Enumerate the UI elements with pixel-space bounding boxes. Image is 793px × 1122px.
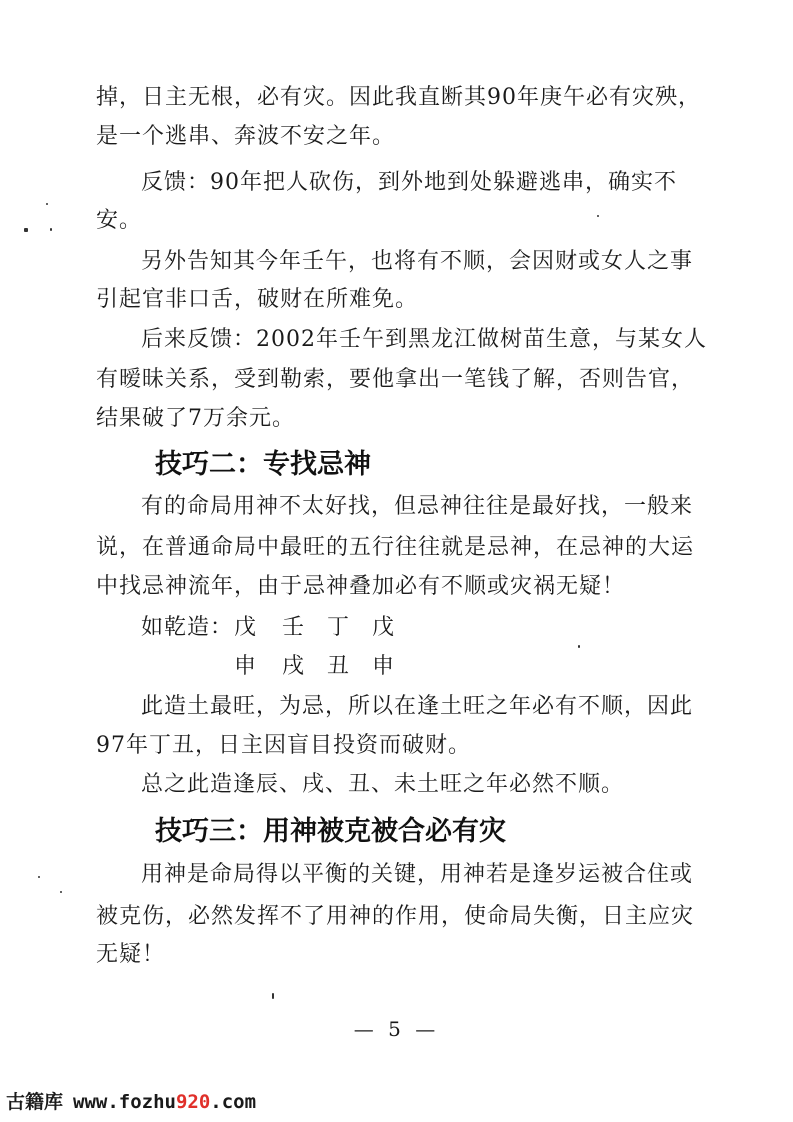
scan-speck bbox=[38, 876, 40, 878]
example-label: 如乾造： bbox=[141, 615, 234, 640]
section-2-line-3: 中找忌神流年，由于忌神叠加必有不顺或灾祸无疑！ bbox=[96, 574, 626, 599]
branch-1: 申 bbox=[234, 654, 258, 679]
paragraph-1-line-1: 掉，日主无根，必有灾。因此我直断其90年庚午必有灾殃， bbox=[96, 85, 701, 110]
feedback-2-line-2: 有暧昧关系，受到勒索，要他拿出一笔钱了解，否则告官， bbox=[96, 367, 695, 392]
stem-3: 丁 bbox=[327, 615, 351, 640]
section-3-line-3: 无疑！ bbox=[96, 942, 166, 967]
stem-2: 壬 bbox=[282, 615, 306, 640]
scan-speck bbox=[272, 993, 274, 999]
footer-site-highlight: 920 bbox=[175, 1091, 211, 1113]
feedback-2-line-3: 结果破了7万余元。 bbox=[96, 406, 295, 431]
paragraph-2-line-1: 另外告知其今年壬午，也将有不顺，会因财或女人之事 bbox=[141, 249, 694, 274]
feedback-1-line-2: 安。 bbox=[96, 208, 143, 233]
section-2-line-2: 说，在普通命局中最旺的五行往往就是忌神，在忌神的大运 bbox=[96, 535, 695, 560]
scan-speck bbox=[24, 228, 28, 232]
branch-3: 丑 bbox=[327, 654, 351, 679]
scan-speck bbox=[60, 891, 62, 893]
scan-speck bbox=[46, 203, 48, 205]
section-3-heading: 技巧三：用神被克被合必有灾 bbox=[155, 816, 506, 847]
feedback-1-line-1: 反馈：90年把人砍伤，到外地到处躲避逃串，确实不 bbox=[141, 170, 677, 195]
footer-site-link[interactable] bbox=[73, 1091, 256, 1113]
section-2-line-1: 有的命局用神不太好找，但忌神往往是最好找，一般来 bbox=[141, 494, 694, 519]
footer-site-prefix: www.fozhu bbox=[73, 1091, 176, 1113]
section-2-heading: 技巧二：专找忌神 bbox=[155, 449, 371, 480]
paragraph-1-line-2: 是一个逃串、奔波不安之年。 bbox=[96, 124, 396, 149]
summary-line: 总之此造逢辰、戌、丑、未土旺之年必然不顺。 bbox=[141, 772, 625, 797]
stem-1: 戊 bbox=[234, 615, 258, 640]
page-number: — 5 — bbox=[353, 1017, 440, 1041]
footer-brand: 古籍库 bbox=[6, 1091, 64, 1113]
branch-2: 戌 bbox=[282, 654, 306, 679]
footer-site-suffix: .com bbox=[210, 1091, 257, 1113]
scan-speck bbox=[578, 645, 580, 648]
section-3-line-1: 用神是命局得以平衡的关键，用神若是逢岁运被合住或 bbox=[141, 862, 694, 887]
analysis-line-1: 此造土最旺，为忌，所以在逢土旺之年必有不顺，因此 bbox=[141, 694, 694, 719]
scan-speck bbox=[597, 215, 599, 217]
section-3-line-2: 被克伤，必然发挥不了用神的作用，使命局失衡，日主应灾 bbox=[96, 904, 695, 929]
scan-speck bbox=[50, 228, 52, 231]
footer-watermark bbox=[6, 1089, 256, 1115]
feedback-2-line-1: 后来反馈：2002年壬午到黑龙江做树苗生意，与某女人 bbox=[141, 327, 707, 352]
paragraph-2-line-2: 引起官非口舌，破财在所难免。 bbox=[96, 287, 419, 312]
analysis-line-2: 97年丁丑，日主因盲目投资而破财。 bbox=[96, 733, 471, 758]
branch-4: 申 bbox=[372, 654, 396, 679]
stem-4: 戊 bbox=[372, 615, 396, 640]
